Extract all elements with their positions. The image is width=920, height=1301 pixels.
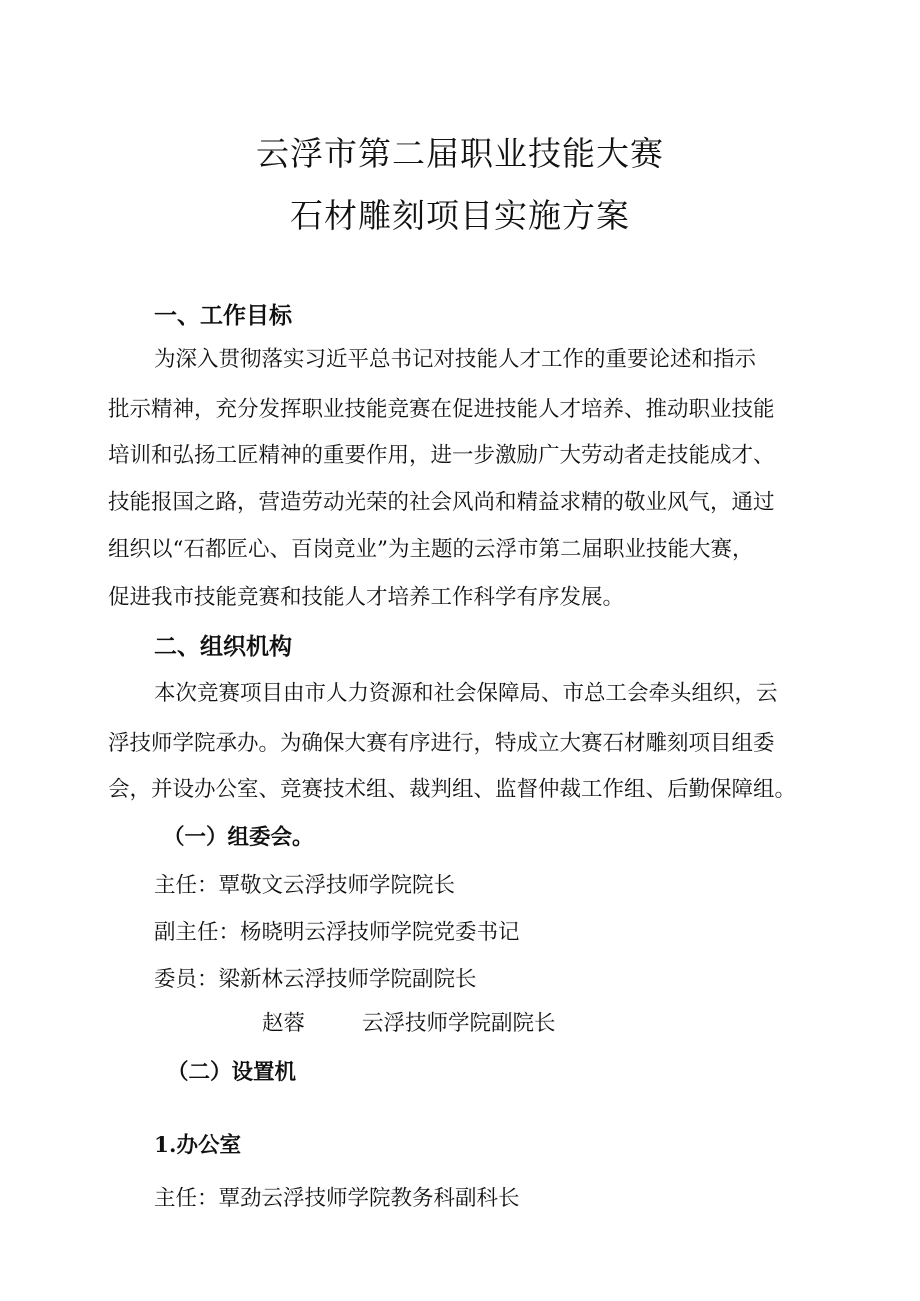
- paragraph-line: 培训和弘扬工匠精神的重要作用，进一步激励广大劳动者走技能成才、: [108, 443, 775, 468]
- paragraph-line: 组织以“石都匠心、百岗竞业”为主题的云浮市第二届职业技能大赛，: [108, 537, 754, 562]
- section-heading-work-goals: 一、工作目标: [154, 303, 292, 329]
- section-heading-organization: 二、组织机构: [154, 634, 292, 660]
- office-heading: 1.办公室: [154, 1133, 241, 1158]
- paragraph-line: 本次竞赛项目由市人力资源和社会保障局、市总工会牵头组织，云: [154, 681, 778, 706]
- committee-chair: 主任：覃敬文云浮技师学院院长: [154, 873, 456, 898]
- paragraph-line: 促进我市技能竞赛和技能人才培养工作科学有序发展。: [108, 585, 625, 610]
- paragraph-line: 浮技师学院承办。为确保大赛有序进行，特成立大赛石材雕刻项目组委: [108, 731, 775, 756]
- paragraph-line: 批示精神，充分发挥职业技能竞赛在促进技能人才培养、推动职业技能: [108, 397, 775, 422]
- member-name: 赵蓉: [262, 1011, 306, 1036]
- committee-member-1: 委员：梁新林云浮技师学院副院长: [154, 967, 477, 992]
- document-title-line1: 云浮市第二届职业技能大赛: [256, 134, 664, 173]
- document-title-line2: 石材雕刻项目实施方案: [290, 196, 630, 235]
- subsection-heading-setup: （二）设置机: [167, 1060, 297, 1085]
- paragraph-line: 技能报国之路，营造劳动光荣的社会风尚和精益求精的敬业风气，通过: [108, 490, 775, 515]
- subsection-heading-committee: （一）组委会。: [163, 825, 314, 850]
- office-chair: 主任：覃劲云浮技师学院教务科副科长: [154, 1186, 520, 1211]
- paragraph-line: 会，并设办公室、竞赛技术组、裁判组、监督仲裁工作组、后勤保障组。: [108, 777, 797, 802]
- member-title: 云浮技师学院副院长: [362, 1011, 556, 1036]
- committee-vice-chair: 副主任：杨晓明云浮技师学院党委书记: [154, 920, 520, 945]
- paragraph-line: 为深入贯彻落实习近平总书记对技能人才工作的重要论述和指示: [154, 347, 757, 372]
